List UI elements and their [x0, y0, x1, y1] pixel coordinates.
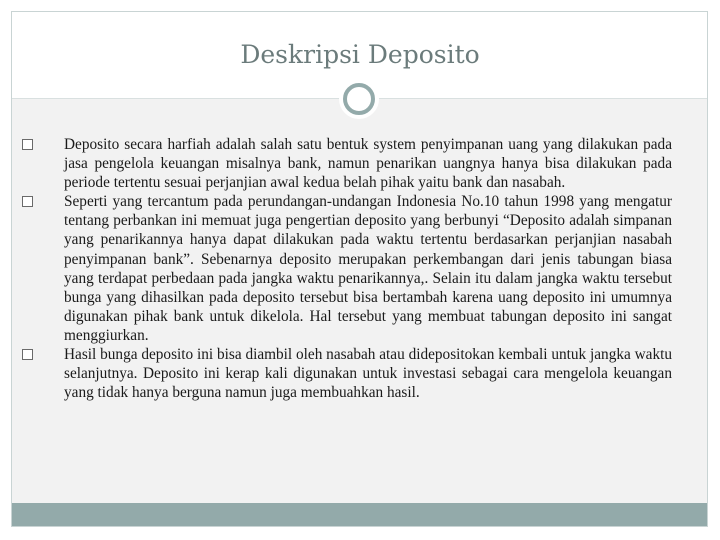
bullet-text: Deposito secara harfiah adalah salah satu bentuk system penyimpanan uang yang dilakukan pada jasa pengelola keuangan misalnya bank, namun penarikan uangnya hanya bisa dilakukan pada periode tertentu sesuai perjanjian awal kedua belah pihak yaitu bank dan nasabah. — [64, 136, 672, 192]
square-bullet-icon — [22, 349, 33, 360]
bullet-item — [22, 345, 672, 402]
square-bullet-icon — [22, 139, 33, 150]
bullet-text: Hasil bunga deposito ini bisa diambil oleh nasabah atau didepositokan kembali untuk jangka waktu selanjutnya. Deposito ini kerap kali digunakan untuk investasi sebagai cara mengelola keuangan yang tidak hanya berguna namun juga membuahkan hasil. — [64, 346, 672, 402]
bullet-item — [22, 192, 672, 345]
square-bullet-icon — [22, 196, 33, 207]
bullet-item — [22, 135, 672, 192]
bullet-list — [22, 135, 672, 402]
slide-title: Deskripsi Deposito — [240, 40, 480, 69]
bullet-text: Seperti yang tercantum pada perundangan-undangan Indonesia No.10 tahun 1998 yang mengatur tentang perbankan ini memuat juga pengertian deposito yang berbunyi “Deposito adalah simpanan yang penarikannya hanya dapat dilakukan pada waktu tertentu berdasarkan perjanjian nasabah penyimpanan bank”. Sebenarnya deposito merupakan perkembangan dari jenis tabungan biasa yang terdapat perbedaan pada jangka waktu penarikannya,. Selain itu dalam jangka waktu tersebut bunga yang dihasilkan pada deposito tersebut bisa bertambah karena uang deposito ini umumnya digunakan pihak bank untuk dikelola. Hal tersebut yang membuat tabungan deposito ini sangat menggiurkan. — [64, 193, 672, 344]
